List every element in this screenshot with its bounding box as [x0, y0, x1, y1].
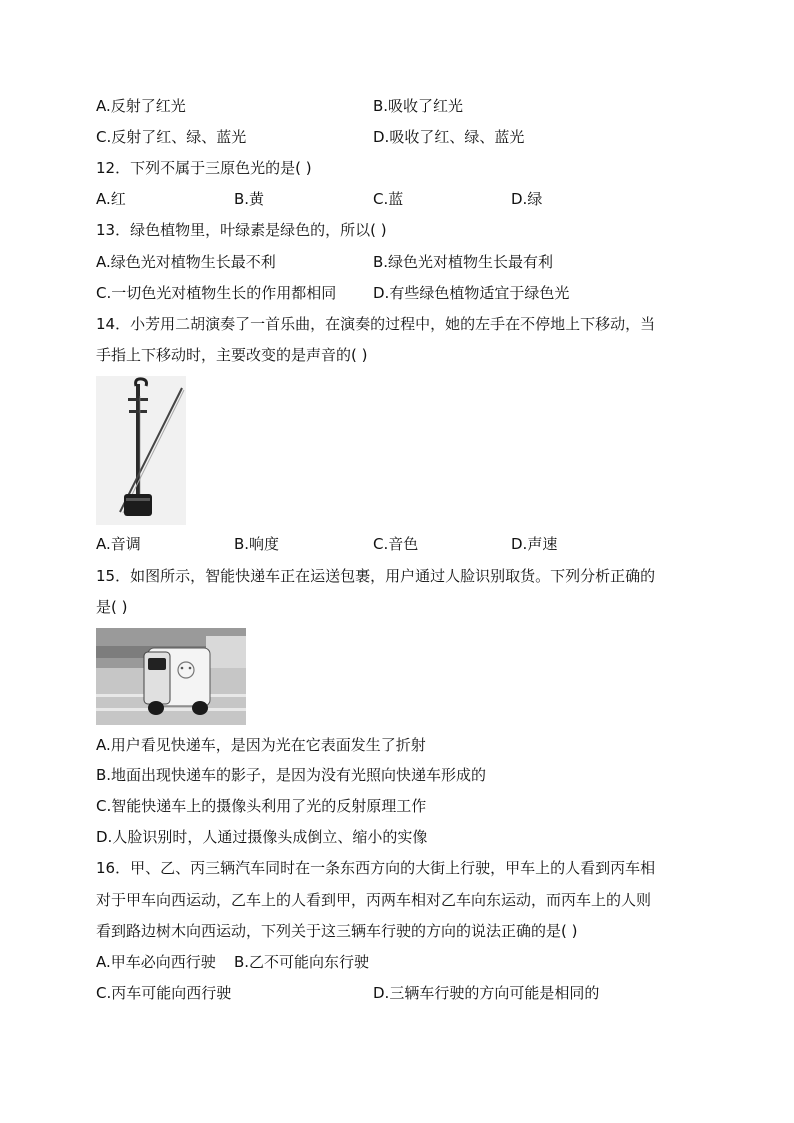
q16-stem-line-3: 看到路边树木向西运动，下列关于这三辆车行驶的方向的说法正确的是( ) — [96, 922, 578, 940]
q14-stem-line-2: 手指上下移动时，主要改变的是声音的( ) — [96, 346, 368, 364]
q12-option-a: A.红 — [96, 190, 126, 208]
q16-option-b: B.乙不可能向东行驶 — [234, 953, 370, 971]
q13-option-a: A.绿色光对植物生长最不利 — [96, 253, 276, 271]
delivery-robot-image — [96, 628, 246, 725]
q16-option-d: D.三辆车行驶的方向可能是相同的 — [373, 984, 600, 1002]
q14-option-d: D.声速 — [511, 535, 558, 553]
q11-option-b: B.吸收了红光 — [373, 97, 464, 115]
q15-option-d: D.人脸识别时，人通过摄像头成倒立、缩小的实像 — [96, 828, 428, 846]
erhu-image — [96, 376, 186, 525]
q11-option-c: C.反射了红、绿、蓝光 — [96, 128, 247, 146]
delivery-robot-icon — [96, 628, 246, 725]
q15-stem-line-2: 是( ) — [96, 598, 128, 616]
q16-option-a: A.甲车必向西行驶 — [96, 953, 216, 971]
q16-stem-line-2: 对于甲车向西运动，乙车上的人看到甲，丙两车相对乙车向东运动，而丙车上的人则 — [96, 891, 652, 909]
q12-option-c: C.蓝 — [373, 190, 404, 208]
q13-option-b: B.绿色光对植物生长最有利 — [373, 253, 554, 271]
q14-option-a: A.音调 — [96, 535, 141, 553]
q15-option-c: C.智能快递车上的摄像头利用了光的反射原理工作 — [96, 797, 427, 815]
q14-option-b: B.响度 — [234, 535, 280, 553]
q13-option-c: C.一切色光对植物生长的作用都相同 — [96, 284, 337, 302]
q14-stem-line-1: 14．小芳用二胡演奏了一首乐曲，在演奏的过程中，她的左手在不停地上下移动，当 — [96, 315, 656, 333]
q16-option-c: C.丙车可能向西行驶 — [96, 984, 232, 1002]
q12-option-d: D.绿 — [511, 190, 543, 208]
q15-option-a: A.用户看见快递车，是因为光在它表面发生了折射 — [96, 736, 426, 754]
q15-stem-line-1: 15．如图所示，智能快递车正在运送包裹，用户通过人脸识别取货。下列分析正确的 — [96, 567, 656, 585]
q12-option-b: B.黄 — [234, 190, 265, 208]
q15-option-b: B.地面出现快递车的影子，是因为没有光照向快递车形成的 — [96, 766, 487, 784]
q12-stem: 12．下列不属于三原色光的是( ) — [96, 159, 312, 177]
q16-stem-line-1: 16．甲、乙、丙三辆汽车同时在一条东西方向的大街上行驶，甲车上的人看到丙车相 — [96, 859, 656, 877]
q11-option-d: D.吸收了红、绿、蓝光 — [373, 128, 525, 146]
q11-option-a: A.反射了红光 — [96, 97, 186, 115]
q13-option-d: D.有些绿色植物适宜于绿色光 — [373, 284, 570, 302]
q13-stem: 13．绿色植物里，叶绿素是绿色的，所以( ) — [96, 221, 387, 239]
erhu-icon — [96, 376, 186, 525]
q14-option-c: C.音色 — [373, 535, 419, 553]
